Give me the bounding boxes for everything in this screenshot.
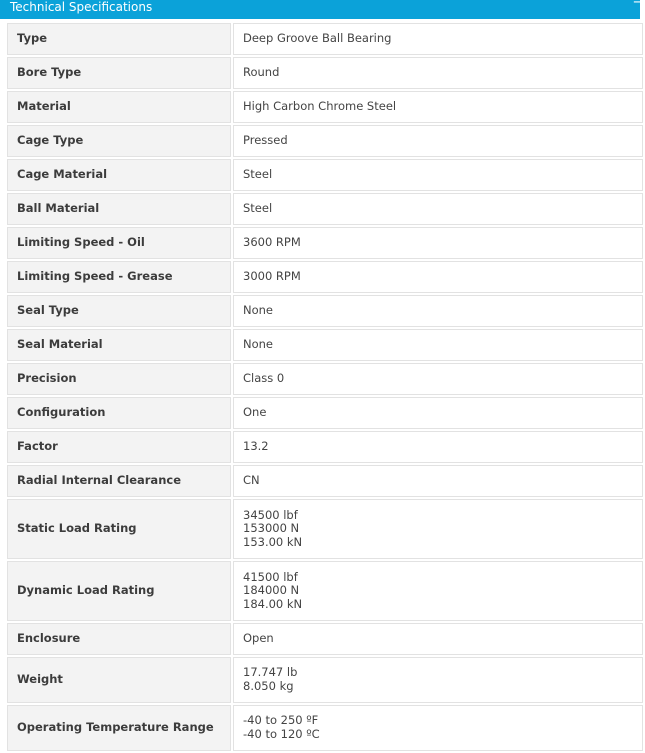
spec-value bbox=[233, 431, 643, 463]
spec-value-line: 153000 N bbox=[243, 521, 300, 536]
spec-value bbox=[233, 705, 643, 751]
spec-label: Seal Material bbox=[7, 329, 231, 361]
spec-value-line: -40 to 250 ºF bbox=[243, 713, 319, 728]
spec-value-line: -40 to 120 ºC bbox=[243, 727, 320, 741]
spec-value-line: High Carbon Chrome Steel bbox=[243, 99, 397, 114]
spec-row bbox=[7, 193, 643, 225]
spec-value-line: 41500 lbf bbox=[243, 569, 298, 584]
spec-label: Operating Temperature Range bbox=[7, 705, 231, 751]
collapse-icon[interactable]: − bbox=[632, 0, 644, 10]
spec-label: Seal Type bbox=[7, 295, 231, 327]
spec-value-line: Deep Groove Ball Bearing bbox=[243, 31, 392, 46]
spec-value bbox=[233, 465, 643, 497]
spec-label: Cage Material bbox=[7, 159, 231, 191]
spec-value bbox=[233, 261, 643, 293]
spec-value bbox=[233, 623, 643, 655]
spec-row bbox=[7, 91, 643, 123]
spec-value bbox=[233, 561, 643, 621]
spec-label: Material bbox=[7, 91, 231, 123]
spec-label: Radial Internal Clearance bbox=[7, 465, 231, 497]
spec-value bbox=[233, 159, 643, 191]
panel-header[interactable] bbox=[0, 0, 644, 19]
spec-value-line: 153.00 kN bbox=[243, 534, 303, 549]
spec-value bbox=[233, 329, 643, 361]
spec-label: Precision bbox=[7, 363, 231, 395]
spec-value-line: 3000 RPM bbox=[243, 269, 301, 284]
spec-value-line: Steel bbox=[243, 201, 273, 216]
spec-label: Weight bbox=[7, 657, 231, 703]
spec-value bbox=[233, 193, 643, 225]
spec-row bbox=[7, 705, 643, 751]
spec-value bbox=[233, 23, 643, 55]
spec-row bbox=[7, 295, 643, 327]
spec-value-line: 3600 RPM bbox=[243, 235, 301, 250]
spec-label: Limiting Speed - Grease bbox=[7, 261, 231, 293]
spec-value-line: 13.2 bbox=[243, 439, 269, 454]
spec-label: Cage Type bbox=[7, 125, 231, 157]
spec-value-line: 17.747 lb bbox=[243, 665, 298, 680]
spec-label: Static Load Rating bbox=[7, 499, 231, 559]
spec-row bbox=[7, 465, 643, 497]
spec-value-line: 8.050 kg bbox=[243, 679, 294, 693]
spec-value bbox=[233, 657, 643, 703]
spec-value-line: None bbox=[243, 337, 274, 352]
spec-row bbox=[7, 125, 643, 157]
spec-label: Ball Material bbox=[7, 193, 231, 225]
spec-row bbox=[7, 561, 643, 621]
spec-value-line: None bbox=[243, 303, 274, 318]
panel-title: Technical Specifications bbox=[10, 0, 153, 14]
spec-row bbox=[7, 57, 643, 89]
spec-row bbox=[7, 363, 643, 395]
spec-value-line: 34500 lbf bbox=[243, 507, 298, 522]
spec-label: Type bbox=[7, 23, 231, 55]
spec-value-line: CN bbox=[243, 473, 260, 488]
spec-label: Limiting Speed - Oil bbox=[7, 227, 231, 259]
spec-value bbox=[233, 499, 643, 559]
spec-value-line: Class 0 bbox=[243, 371, 285, 386]
spec-value-line: Pressed bbox=[243, 133, 288, 148]
spec-value-line: 184000 N bbox=[243, 583, 300, 598]
spec-value bbox=[233, 227, 643, 259]
spec-label: Factor bbox=[7, 431, 231, 463]
spec-row bbox=[7, 159, 643, 191]
spec-value bbox=[233, 91, 643, 123]
spec-row bbox=[7, 397, 643, 429]
spec-row bbox=[7, 657, 643, 703]
spec-value-line: Steel bbox=[243, 167, 273, 182]
spec-value-line: Round bbox=[243, 65, 280, 80]
spec-value-line: Open bbox=[243, 631, 274, 646]
spec-row bbox=[7, 623, 643, 655]
spec-row bbox=[7, 431, 643, 463]
spec-row bbox=[7, 329, 643, 361]
spec-row bbox=[7, 499, 643, 559]
specifications-table-body bbox=[7, 23, 643, 751]
spec-value bbox=[233, 397, 643, 429]
spec-value bbox=[233, 57, 643, 89]
specifications-table bbox=[5, 21, 645, 753]
spec-label: Dynamic Load Rating bbox=[7, 561, 231, 621]
spec-value-line: One bbox=[243, 405, 267, 420]
spec-value bbox=[233, 125, 643, 157]
spec-label: Bore Type bbox=[7, 57, 231, 89]
spec-row bbox=[7, 227, 643, 259]
spec-value bbox=[233, 363, 643, 395]
spec-label: Enclosure bbox=[7, 623, 231, 655]
spec-label: Configuration bbox=[7, 397, 231, 429]
spec-value-line: 184.00 kN bbox=[243, 596, 303, 611]
spec-row bbox=[7, 261, 643, 293]
spec-value bbox=[233, 295, 643, 327]
spec-row bbox=[7, 23, 643, 55]
